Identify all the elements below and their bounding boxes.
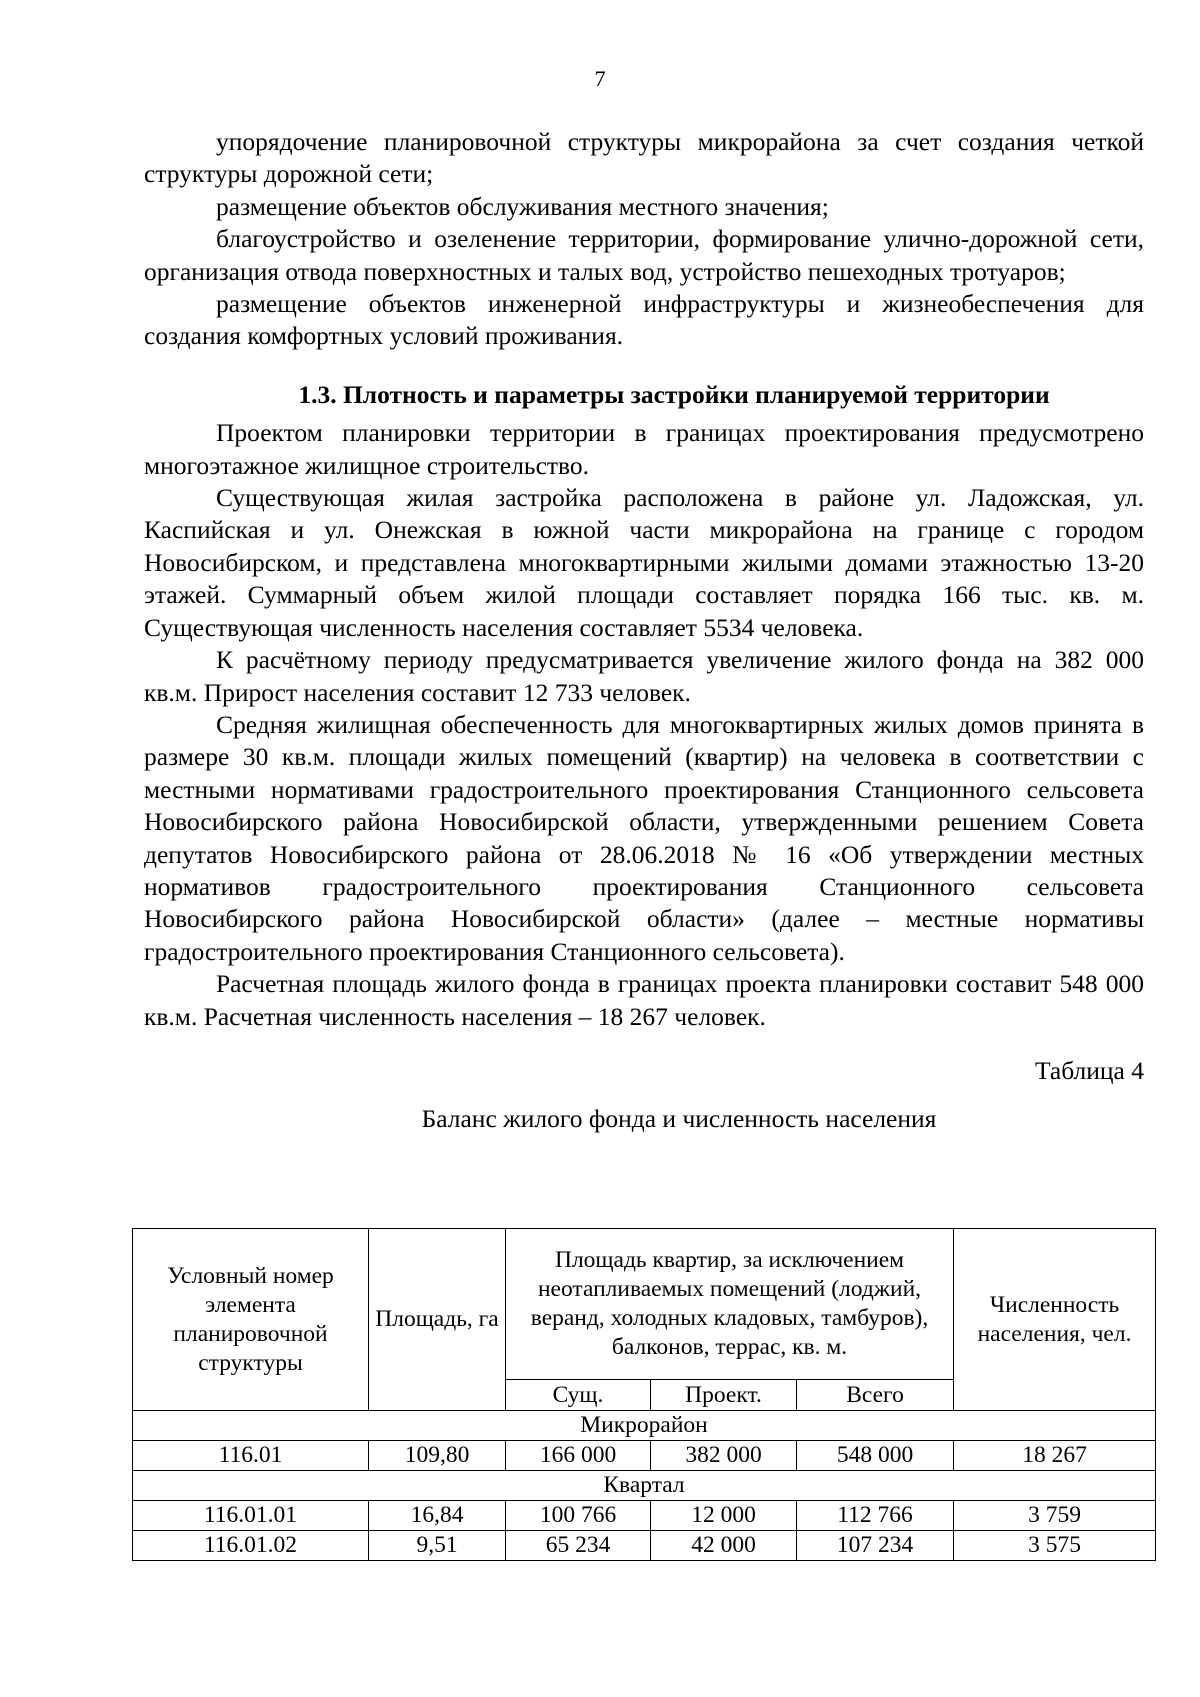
table-row: [133, 1501, 1156, 1531]
header-projected: Проект.: [651, 1380, 797, 1411]
cell-population: 3 759: [954, 1501, 1156, 1531]
group-label: Микрорайон: [133, 1411, 1156, 1441]
header-area: Площадь, га: [369, 1229, 506, 1411]
cell-element-number: 116.01.01: [133, 1501, 369, 1531]
paragraph: Расчетная площадь жилого фонда в границах проекта планировки составит 548 000 кв.м. Расчетная численность населения – 18 267 человек.: [144, 969, 1144, 1031]
header-element-number: Условный номер элемента планировочной структуры: [133, 1229, 369, 1411]
table-row: [133, 1441, 1156, 1471]
cell-total: 548 000: [797, 1441, 954, 1471]
group-label: Квартал: [133, 1471, 1156, 1501]
table-title: Баланс жилого фонда и численность населения: [421, 1104, 937, 1134]
paragraph: благоустройство и озеленение территории, формирование улично-дорожной сети, организация отвода поверхностных и талых вод, устройство пешеходных тротуаров;: [144, 224, 1144, 286]
paragraph: упорядочение планировочной структуры микрорайона за счет создания четкой структуры дорожной сети;: [144, 127, 1144, 189]
paragraph: Проектом планировки территории в границах проектирования предусмотрено многоэтажное жилищное строительство.: [144, 418, 1144, 480]
document-body: [144, 126, 1144, 1136]
paragraph: К расчётному периоду предусматривается увеличение жилого фонда на 382 000 кв.м. Прирост населения составит 12 733 человек.: [144, 645, 1144, 707]
section-heading: 1.3. Плотность и параметры застройки планируемой территории: [298, 379, 1050, 409]
table-header-row: [133, 1229, 1156, 1380]
table-row: [133, 1531, 1156, 1561]
cell-existing: 65 234: [506, 1531, 651, 1561]
cell-existing: 100 766: [506, 1501, 651, 1531]
cell-projected: 12 000: [651, 1501, 797, 1531]
cell-area: 16,84: [369, 1501, 506, 1531]
cell-projected: 42 000: [651, 1531, 797, 1561]
page-number: 7: [594, 66, 606, 91]
table-group-row: [133, 1471, 1156, 1501]
cell-projected: 382 000: [651, 1441, 797, 1471]
cell-area: 9,51: [369, 1531, 506, 1561]
cell-total: 107 234: [797, 1531, 954, 1561]
cell-element-number: 116.01.02: [133, 1531, 369, 1561]
header-existing: Сущ.: [506, 1380, 651, 1411]
paragraph: Средняя жилищная обеспеченность для многоквартирных жилых домов принята в размере 30 кв.м. площади жилых помещений (квартир) на человека в соответствии с местными нормативами градостроительного проектирования Станционного сельсовета Новосибирского района Новосибирской области, утвержденными решением Совета депутатов Новосибирского района от 28.06.2018 № 16 «Об утверждении местных нормативов градостроительного проектирования Станционного сельсовета Новосибирского района Новосибирской области» (далее – местные нормативы градостроительного проектирования Станционного сельсовета).: [144, 709, 1144, 966]
table-group-row: [133, 1411, 1156, 1441]
paragraph: Существующая жилая застройка расположена в районе ул. Ладожская, ул. Каспийская и ул. Онежская в южной части микрорайона на границе с городом Новосибирском, и представлена многоквартирными жилыми домами этажностью 13-20 этажей. Суммарный объем жилой площади составляет порядка 166 тыс. кв. м. Существующая численность населения составляет 5534 человека.: [144, 483, 1144, 642]
cell-existing: 166 000: [506, 1441, 651, 1471]
table-label: Таблица 4: [1034, 1055, 1144, 1085]
housing-balance-table: [132, 1228, 1156, 1561]
cell-population: 3 575: [954, 1531, 1156, 1561]
header-apartments-area: Площадь квартир, за исключением неотапливаемых помещений (лоджий, веранд, холодных кладовых, тамбуров), балконов, террас, кв. м.: [506, 1229, 954, 1380]
paragraph: размещение объектов обслуживания местного значения;: [216, 191, 829, 221]
cell-element-number: 116.01: [133, 1441, 369, 1471]
paragraph: размещение объектов инженерной инфраструктуры и жизнеобеспечения для создания комфортных условий проживания.: [144, 289, 1144, 351]
cell-area: 109,80: [369, 1441, 506, 1471]
header-population: Численность населения, чел.: [954, 1229, 1156, 1411]
header-total: Всего: [797, 1380, 954, 1411]
cell-population: 18 267: [954, 1441, 1156, 1471]
cell-total: 112 766: [797, 1501, 954, 1531]
